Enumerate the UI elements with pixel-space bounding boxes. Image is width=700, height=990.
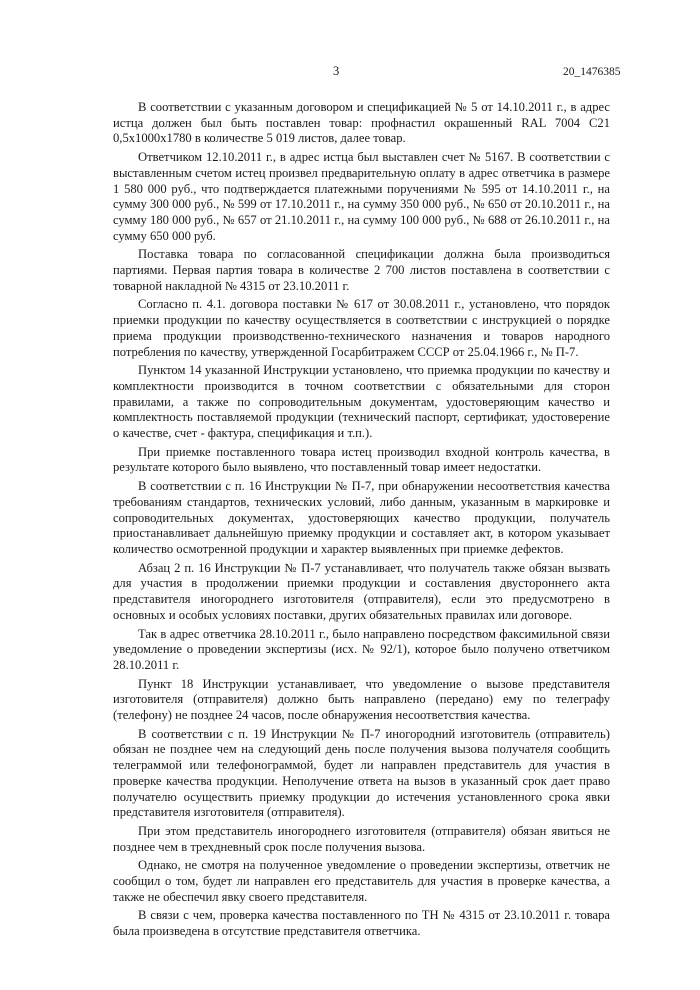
paragraph: Согласно п. 4.1. договора поставки № 617 от 30.08.2011 г., установлено, что порядок приемки продукции по качеству осуществляется в соответствии с инструкцией о порядке приема продукции производственно-технического назначения и товаров народного потребления по качеству, утвержденной Госарбитражем СССР от 25.04.1966 г., № П-7. bbox=[113, 297, 610, 359]
paragraph: Пунктом 14 указанной Инструкции установлено, что приемка продукции по качеству и комплектности производится в точном соответствии с обязательными для сторон правилами, а также по сопроводительным документам, удостоверяющим качество и комплектность поставляемой продукции (технический паспорт, сертификат, удостоверение о качестве, счет - фактура, спецификация и т.п.). bbox=[113, 363, 610, 441]
paragraph: В соответствии с п. 16 Инструкции № П-7, при обнаружении несоответствия качества требованиям стандартов, технических условий, либо данным, указанным в маркировке и сопроводительных документах, удостоверяющих качество продукции, получатель приостанавливает дальнейшую приемку продукции и составляет акт, в котором указывает количество осмотренной продукции и характер выявленных при приемке дефектов. bbox=[113, 479, 610, 556]
paragraph: При этом представитель иногороднего изготовителя (отправителя) обязан явиться не позднее чем в трехдневный срок после получения вызова. bbox=[113, 823, 610, 854]
document-body bbox=[113, 100, 610, 943]
paragraph: Поставка товара по согласованной спецификации должна была производиться партиями. Первая партия товара в количестве 2 700 листов поставлена в соответствии с товарной накладной № 4315 от 23.10.2011 г. bbox=[113, 247, 610, 293]
case-number: 20_1476385 bbox=[563, 66, 621, 78]
paragraph: Так в адрес ответчика 28.10.2011 г., было направлено посредством факсимильной связи уведомление о проведении экспертизы (исх. № 92/1), которое было получено ответчиком 28.10.2011 г. bbox=[113, 626, 610, 672]
paragraph: При приемке поставленного товара истец производил входной контроль качества, в результате которого было выявлено, что поставленный товар имеет недостатки. bbox=[113, 444, 610, 475]
paragraph: В связи с чем, проверка качества поставленного по ТН № 4315 от 23.10.2011 г. товара была произведена в отсутствие представителя ответчика. bbox=[113, 908, 610, 939]
page-number: 3 bbox=[333, 64, 340, 78]
paragraph: В соответствии с п. 19 Инструкции № П-7 иногородний изготовитель (отправитель) обязан не позднее чем на следующий день после получения вызова получателя сообщить телеграммой или телефонограммой, будет ли направлен представитель для участия в проверке качества продукции. Неполучение ответа на вызов в указанный срок дает право получателю осуществить приемку продукции до истечения установленного срока явки представителя изготовителя (отправителя). bbox=[113, 726, 610, 820]
paragraph: Ответчиком 12.10.2011 г., в адрес истца был выставлен счет № 5167. В соответствии с выставленным счетом истец произвел предварительную оплату в адрес ответчика в размере 1 580 000 руб., что подтверждается платежными поручениями № 595 от 14.10.2011 г., на сумму 300 000 руб., № 599 от 17.10.2011 г., на сумму 350 000 руб., № 650 от 20.10.2011 г., на сумму 180 000 руб., № 657 от 21.10.2011 г., на сумму 100 000 руб., № 688 от 26.10.2011 г., на сумму 650 000 руб. bbox=[113, 150, 610, 243]
paragraph: Однако, не смотря на полученное уведомление о проведении экспертизы, ответчик не сообщил о том, будет ли направлен его представитель для участия в проверке качества, а также не обеспечил явку своего представителя. bbox=[113, 858, 610, 904]
paragraph: Пункт 18 Инструкции устанавливает, что уведомление о вызове представителя изготовителя (отправителя) должно быть направлено (передано) ему по телеграфу (телефону) не позднее 24 часов, после обнаружения несоответствия качества. bbox=[113, 676, 610, 723]
paragraph: В соответствии с указанным договором и спецификацией № 5 от 14.10.2011 г., в адрес истца должен был быть поставлен товар: профнастил окрашенный RAL 7004 С21 0,5х1000х1780 в количестве 5 019 листов, далее товар. bbox=[113, 100, 610, 146]
paragraph: Абзац 2 п. 16 Инструкции № П-7 устанавливает, что получатель также обязан вызвать для участия в продолжении приемки продукции и составления двустороннего акта представителя иногороднего изготовителя (отправителя), если это предусмотрено в основных и особых условиях поставки, других обязательных правилах или договоре. bbox=[113, 560, 610, 622]
